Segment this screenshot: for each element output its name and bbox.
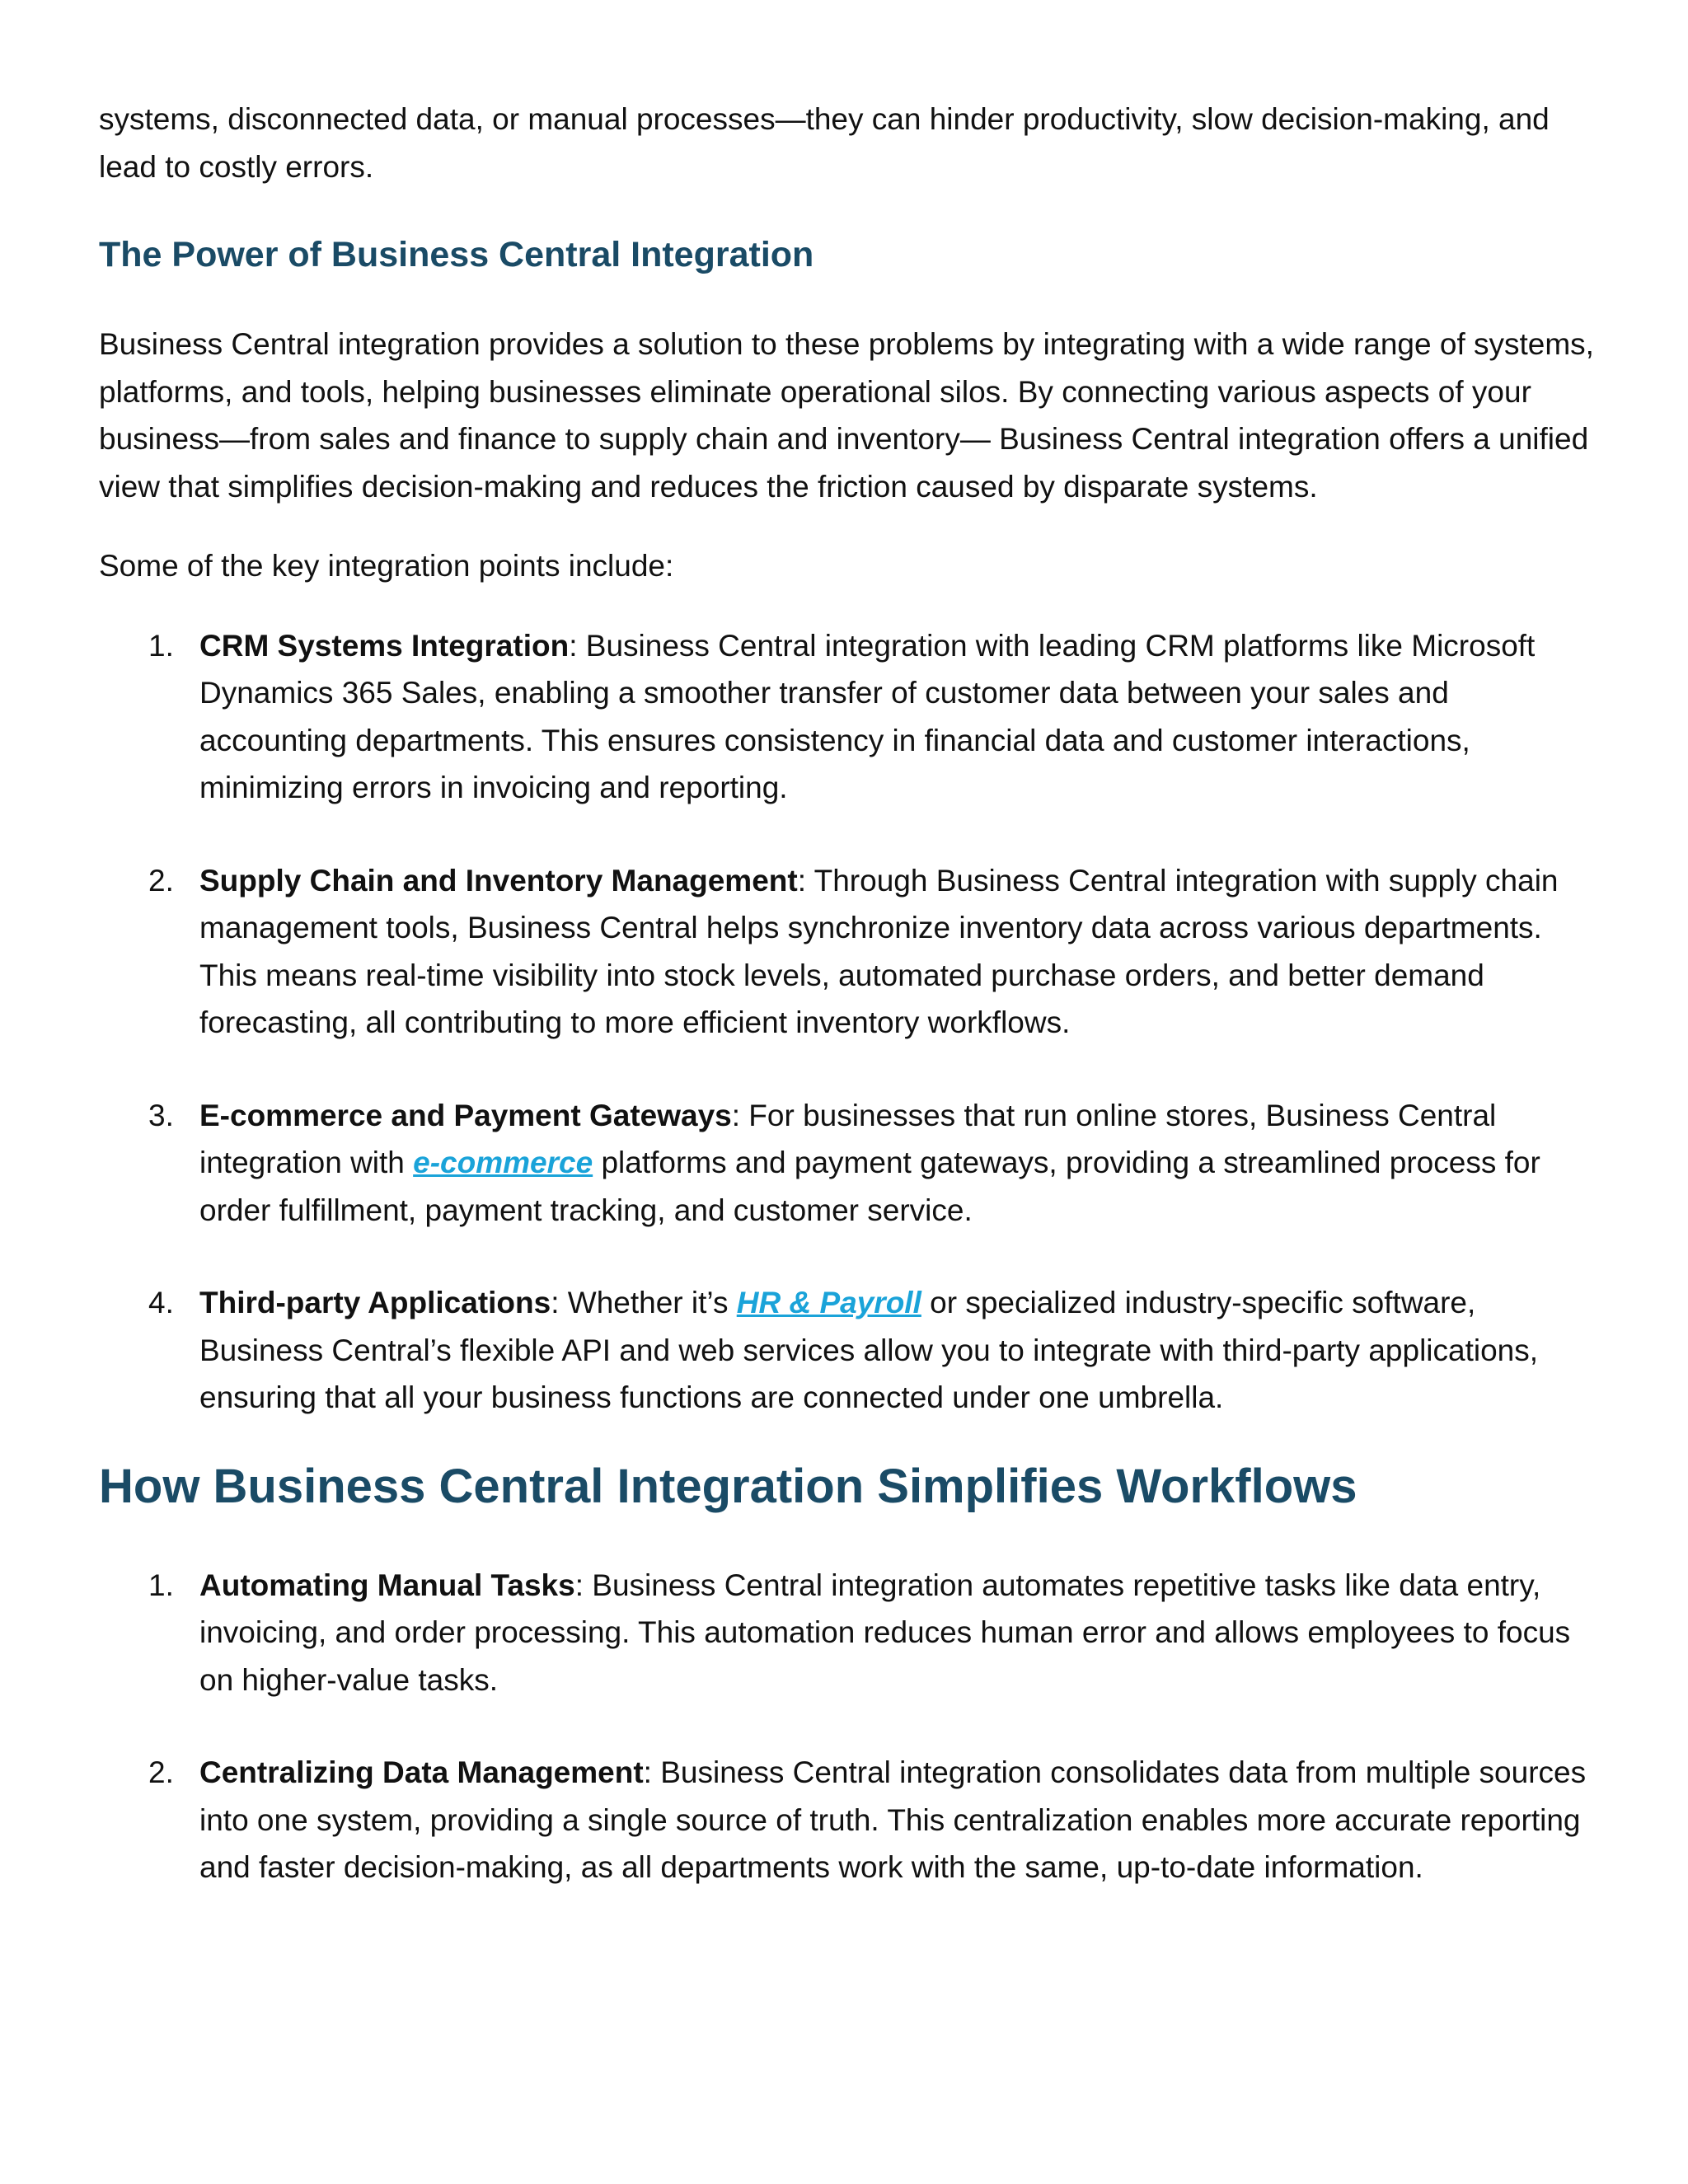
list-number: 1. <box>148 628 174 663</box>
list-item-third-party <box>99 1279 1599 1422</box>
list-item-text: : Whether it’s <box>551 1286 737 1319</box>
section-paragraph: Business Central integration provides a solution to these problems by integrating with a wide range of systems, platforms, and tools, helping businesses eliminate operational silos. By connecting various aspects of your business—from sales and finance to supply chain and inventory— Business Central integration offers a unified view that simplifies decision-making and reduces the friction caused by disparate systems. <box>99 327 1594 504</box>
integration-points-list <box>99 622 1599 1422</box>
document-page <box>99 96 1599 1891</box>
list-item-title: Third-party Applications <box>199 1286 551 1319</box>
list-item-text: platforms and payment gateways, providing a streamlined process for order fulfillment, payment tracking, and customer service. <box>199 1146 1540 1227</box>
list-item-title: CRM Systems Integration <box>199 628 570 663</box>
list-item-centralizing <box>99 1749 1599 1891</box>
list-item-text: : Business Central integration automates repetitive tasks like data entry, invoicing, and order processing. This automation reduces human error and allows employees to focus on higher-value tasks. <box>199 1568 1571 1697</box>
section-heading-power: The Power of Business Central Integration <box>99 235 814 274</box>
list-item-text: : Business Central integration consolidates data from multiple sources into one system, providing a single source of truth. This centralization enables more accurate reporting and faster decision-making, as all departments work with the same, up-to-date information. <box>199 1755 1587 1884</box>
list-item-supply-chain <box>99 857 1599 1047</box>
hr-payroll-link[interactable]: HR & Payroll <box>736 1286 921 1319</box>
ecommerce-link[interactable]: e-commerce <box>413 1146 593 1179</box>
list-item-text: or specialized industry-specific software, Business Central’s flexible API and web services allow you to integrate with third-party applications, ensuring that all your business functions are connected under one umbrella. <box>199 1286 1539 1414</box>
list-number: 4. <box>148 1286 174 1319</box>
list-number: 2. <box>148 1755 174 1789</box>
list-item-text: : For businesses that run online stores, Business Central integration with <box>199 1098 1497 1179</box>
list-item-ecommerce <box>99 1092 1599 1235</box>
list-number: 2. <box>148 863 174 898</box>
list-item-title: E-commerce and Payment Gateways <box>199 1098 732 1132</box>
intro-paragraph: systems, disconnected data, or manual processes—they can hinder productivity, slow decision-making, and lead to costly errors. <box>99 102 1550 184</box>
list-item-crm <box>99 622 1599 812</box>
list-item-automating <box>99 1562 1599 1704</box>
list-item-text: : Through Business Central integration with supply chain management tools, Business Central helps synchronize inventory data across various departments. This means real-time visibility into stock levels, automated purchase orders, and better demand forecasting, all contributing to more efficient inventory workflows. <box>199 863 1559 1039</box>
list-item-title: Supply Chain and Inventory Management <box>199 863 798 898</box>
list-number: 3. <box>148 1098 174 1132</box>
list-item-text: : Business Central integration with leading CRM platforms like Microsoft Dynamics 365 Sales, enabling a smoother transfer of customer data between your sales and accounting departments. This ensures consistency in financial data and customer interactions, minimizing errors in invoicing and reporting. <box>199 628 1536 804</box>
workflow-list <box>99 1562 1599 1891</box>
list-item-title: Centralizing Data Management <box>199 1755 644 1789</box>
list-lead-text: Some of the key integration points include: <box>99 549 674 583</box>
list-number: 1. <box>148 1568 174 1602</box>
list-item-title: Automating Manual Tasks <box>199 1568 575 1602</box>
section-heading-workflows: How Business Central Integration Simplifies Workflows <box>99 1459 1357 1513</box>
